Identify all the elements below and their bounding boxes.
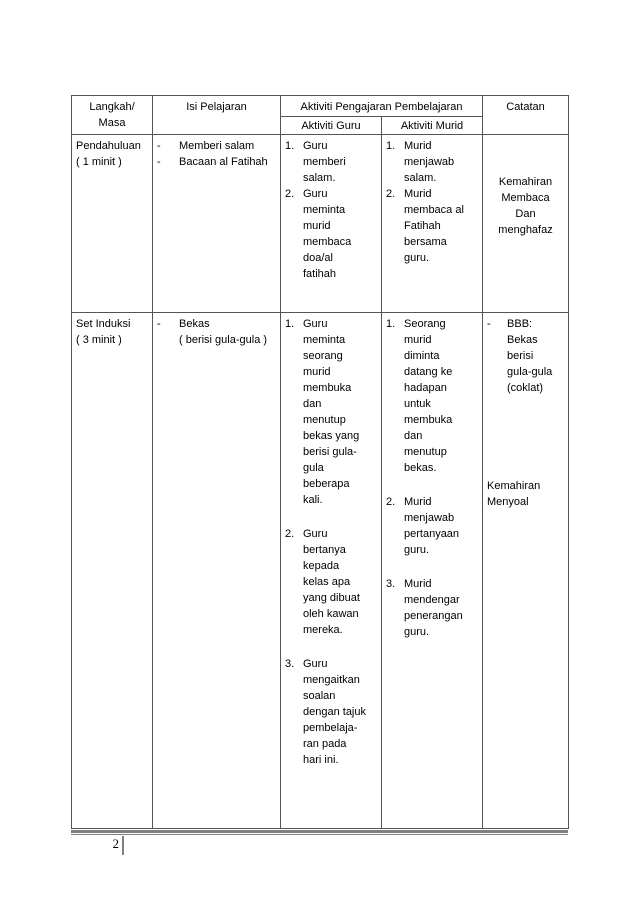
list-marker: 1. <box>285 140 295 152</box>
list-item-text: doa/al <box>303 252 333 264</box>
list-item <box>386 494 478 558</box>
list-item-text: kelas apa <box>303 576 351 588</box>
list-item <box>386 138 478 186</box>
list-marker: 2. <box>386 188 396 200</box>
list-item-text: membaca <box>303 236 352 248</box>
header-isi-pelajaran: Isi Pelajaran <box>153 96 281 135</box>
list-item-text: pertanyaan <box>404 528 460 540</box>
cell-catatan <box>483 135 569 313</box>
list-item-text: meminta <box>303 334 346 346</box>
list-item-text: guru. <box>404 544 430 556</box>
bbb-note: - BBB: Bekas berisi gula-gula (coklat) <box>487 318 553 394</box>
list-item-text: membuka <box>404 414 453 426</box>
langkah-text: Pendahuluan <box>76 140 141 152</box>
page-number-divider <box>122 836 124 855</box>
cell-langkah <box>72 313 153 829</box>
list-marker: 3. <box>386 578 396 590</box>
footer-divider <box>71 830 568 833</box>
list-marker: 2. <box>285 528 295 540</box>
header-row <box>72 96 569 117</box>
cell-isi <box>153 135 281 313</box>
cell-catatan <box>483 313 569 829</box>
list-item: - Bacaan al Fatihah <box>157 156 268 168</box>
header-catatan: Catatan <box>483 96 569 135</box>
list-item: - Memberi salam <box>157 140 255 152</box>
list-item-text: Guru <box>303 528 328 540</box>
list-item-text: mereka. <box>303 624 343 636</box>
list-item-text: dan <box>303 398 322 410</box>
list-item <box>285 656 377 768</box>
list-item-text: bekas. <box>404 462 437 474</box>
list-item <box>285 186 377 282</box>
list-item-text: bersama <box>404 236 447 248</box>
list-item-text: dengan tajuk <box>303 706 366 718</box>
list-item-text: menjawab <box>404 156 455 168</box>
list-marker: 3. <box>285 658 295 670</box>
cell-aktiviti-murid <box>382 313 483 829</box>
list-item-text: berisi gula- <box>303 446 357 458</box>
header-aktiviti: Aktiviti Pengajaran Pembelajaran <box>281 96 483 117</box>
table-row <box>72 313 569 829</box>
list-item-text: murid <box>404 334 432 346</box>
header-aktiviti-murid: Aktiviti Murid <box>382 117 483 135</box>
list-item-text: salam. <box>404 172 437 184</box>
list-item-text: ran pada <box>303 738 347 750</box>
list-marker: 1. <box>386 318 396 330</box>
list-item-text: hadapan <box>404 382 447 394</box>
list-item-text: salam. <box>303 172 336 184</box>
list-item-text: meminta <box>303 204 346 216</box>
list-item-text: hari ini. <box>303 754 339 766</box>
list-item <box>285 526 377 638</box>
langkah-text: Set Induksi <box>76 318 131 330</box>
list-item-text: Guru <box>303 140 328 152</box>
list-item-text: Guru <box>303 318 328 330</box>
list-item <box>285 138 377 186</box>
list-item: - Bekas <box>157 318 210 330</box>
list-item: ( berisi gula-gula ) <box>179 334 268 346</box>
page-number: 2 <box>112 836 119 851</box>
list-item-text: datang ke <box>404 366 453 378</box>
list-item-text: fatihah <box>303 268 337 280</box>
header-aktiviti-guru: Aktiviti Guru <box>281 117 382 135</box>
list-marker: 1. <box>386 140 396 152</box>
list-item-text: bekas yang <box>303 430 360 442</box>
list-item-text: Fatihah <box>404 220 441 232</box>
list-marker: 2. <box>386 496 396 508</box>
list-item-text: membuka <box>303 382 352 394</box>
catatan-note: Kemahiran Menyoal <box>487 480 541 508</box>
list-item-text: mendengar <box>404 594 460 606</box>
table-row <box>72 135 569 313</box>
list-item-text: Guru <box>303 658 328 670</box>
list-item <box>285 316 377 508</box>
list-item-text: seorang <box>303 350 343 362</box>
list-marker: 1. <box>285 318 295 330</box>
list-item-text: Guru <box>303 188 328 200</box>
list-item-text: Murid <box>404 496 432 508</box>
list-item-text: kali. <box>303 494 323 506</box>
list-item-text: menjawab <box>404 512 455 524</box>
list-item-text: murid <box>303 366 331 378</box>
list-item-text: pembelaja- <box>303 722 358 734</box>
list-item-text: menutup <box>404 446 447 458</box>
list-item-text: guru. <box>404 252 430 264</box>
list-item <box>386 316 478 476</box>
catatan-note: Kemahiran Membaca Dan menghafaz <box>498 176 553 236</box>
footer-divider-thin <box>71 834 568 835</box>
cell-langkah <box>72 135 153 313</box>
list-item-text: oleh kawan <box>303 608 359 620</box>
list-item-text: Murid <box>404 140 432 152</box>
cell-aktiviti-guru <box>281 313 382 829</box>
list-item-text: diminta <box>404 350 440 362</box>
cell-aktiviti-guru <box>281 135 382 313</box>
list-item <box>386 186 478 266</box>
list-item-text: gula <box>303 462 324 474</box>
list-item-text: kepada <box>303 560 340 572</box>
list-item-text: Murid <box>404 578 432 590</box>
list-item <box>386 576 478 640</box>
list-item-text: Seorang <box>404 318 446 330</box>
list-item-text: beberapa <box>303 478 350 490</box>
list-marker: 2. <box>285 188 295 200</box>
header-langkah-masa: Langkah/ Masa <box>72 96 153 135</box>
list-item-text: bertanya <box>303 544 346 556</box>
masa-text: ( 1 minit ) <box>76 156 122 168</box>
list-item-text: murid <box>303 220 331 232</box>
list-item-text: guru. <box>404 626 430 638</box>
list-item-text: mengaitkan <box>303 674 360 686</box>
list-item-text: dan <box>404 430 423 442</box>
list-item-text: Murid <box>404 188 432 200</box>
list-item-text: membaca al <box>404 204 464 216</box>
masa-text: ( 3 minit ) <box>76 334 122 346</box>
cell-aktiviti-murid <box>382 135 483 313</box>
list-item-text: penerangan <box>404 610 463 622</box>
cell-isi <box>153 313 281 829</box>
list-item-text: memberi <box>303 156 346 168</box>
list-item-text: yang dibuat <box>303 592 360 604</box>
list-item-text: soalan <box>303 690 336 702</box>
lesson-plan-table <box>71 95 569 829</box>
list-item-text: menutup <box>303 414 346 426</box>
list-item-text: untuk <box>404 398 431 410</box>
